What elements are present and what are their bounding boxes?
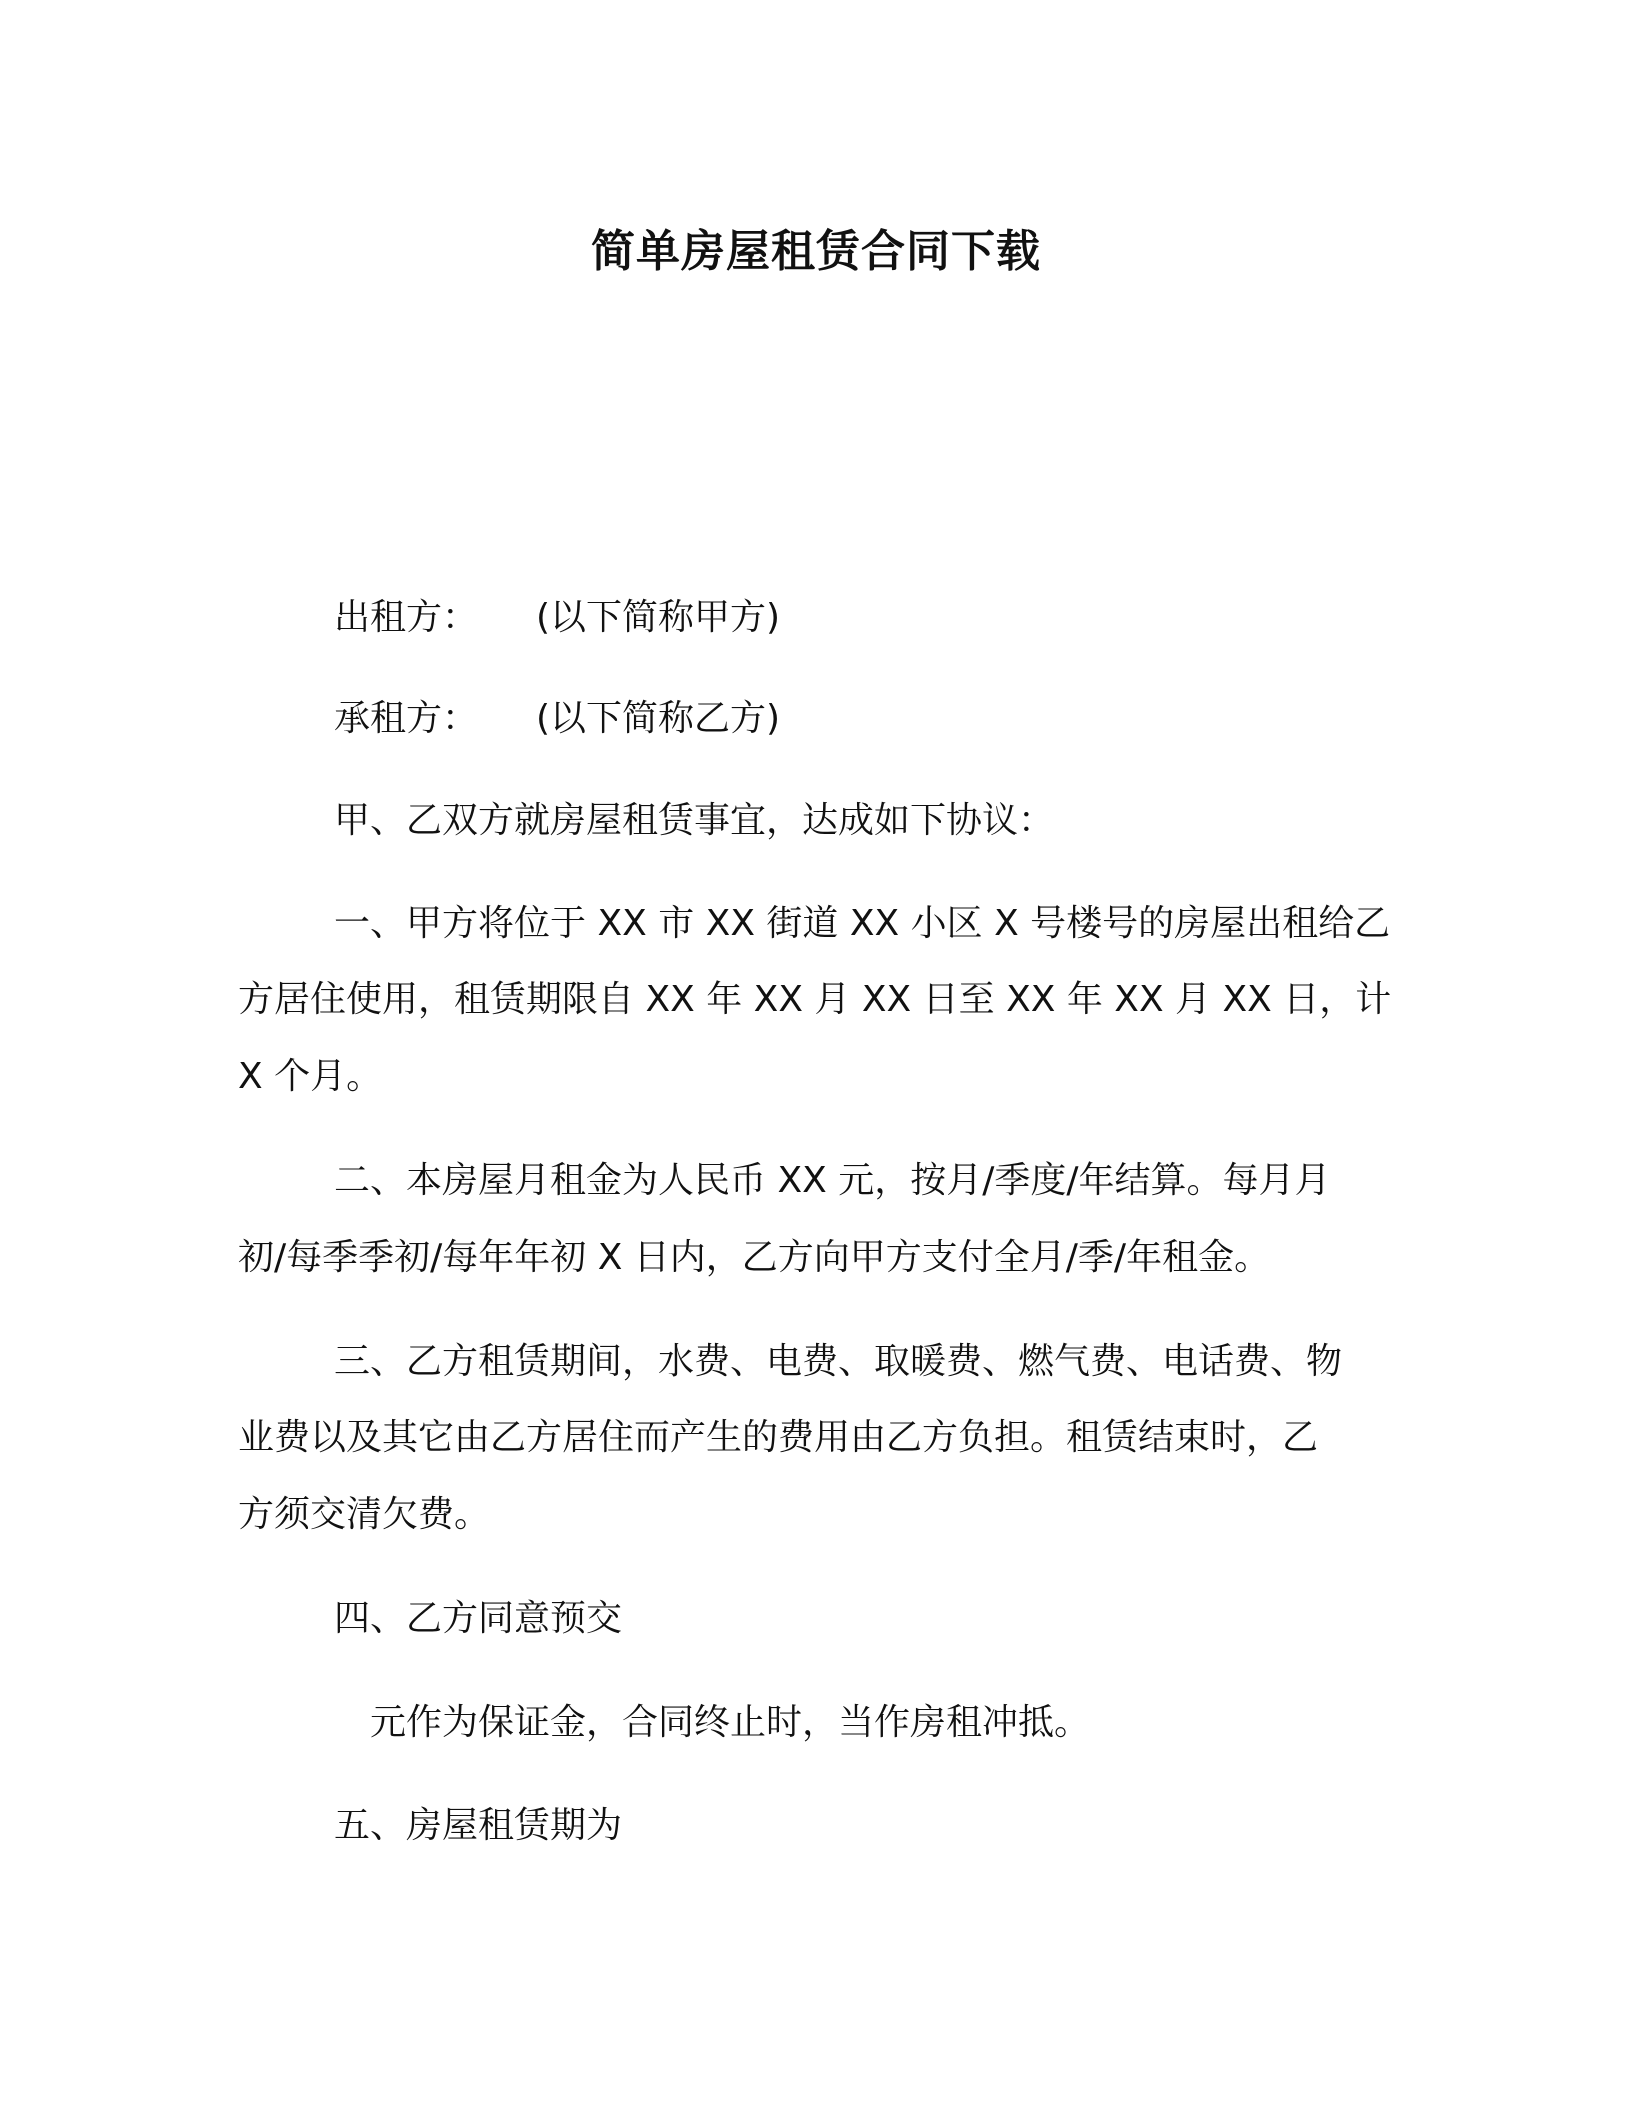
clause-4-line-1: 四、乙方同意预交 xyxy=(334,1598,623,1639)
intro-paragraph: 甲、乙双方就房屋租赁事宜，达成如下协议： xyxy=(334,800,1055,841)
lessor-note: (以下简称甲方) xyxy=(536,597,781,638)
document-title: 简单房屋租赁合同下载 xyxy=(591,226,1041,277)
clause-3-line-2: 业费以及其它由乙方居住而产生的费用由乙方负担。租赁结束时，乙 xyxy=(238,1417,1319,1458)
clause-4-line-2: 元作为保证金，合同终止时，当作房租冲抵。 xyxy=(370,1702,1091,1743)
clause-1-line-2: 方居住使用，租赁期限自 XX 年 XX 月 XX 日至 XX 年 XX 月 XX 日，计 xyxy=(238,979,1392,1020)
lessee-line xyxy=(334,693,1494,745)
clause-2-line-1: 二、本房屋月租金为人民币 XX 元，按月/季度/年结算。每月月 xyxy=(334,1160,1331,1201)
lessee-label: 承租方： xyxy=(334,698,479,739)
clause-1-line-3: X 个月。 xyxy=(238,1056,383,1097)
clause-1-line-1: 一、甲方将位于 XX 市 XX 街道 XX 小区 X 号楼号的房屋出租给乙 xyxy=(334,903,1391,944)
lessor-label: 出租方： xyxy=(334,597,479,638)
lessor-line xyxy=(334,592,1494,644)
clause-3-line-3: 方须交清欠费。 xyxy=(238,1494,491,1535)
clause-5-line-1: 五、房屋租赁期为 xyxy=(334,1805,623,1846)
clause-2-line-2: 初/每季季初/每年年初 X 日内，乙方向甲方支付全月/季/年租金。 xyxy=(238,1237,1271,1278)
lessee-note: (以下简称乙方) xyxy=(536,698,781,739)
clause-3-line-1: 三、乙方租赁期间，水费、电费、取暖费、燃气费、电话费、物 xyxy=(334,1341,1343,1382)
